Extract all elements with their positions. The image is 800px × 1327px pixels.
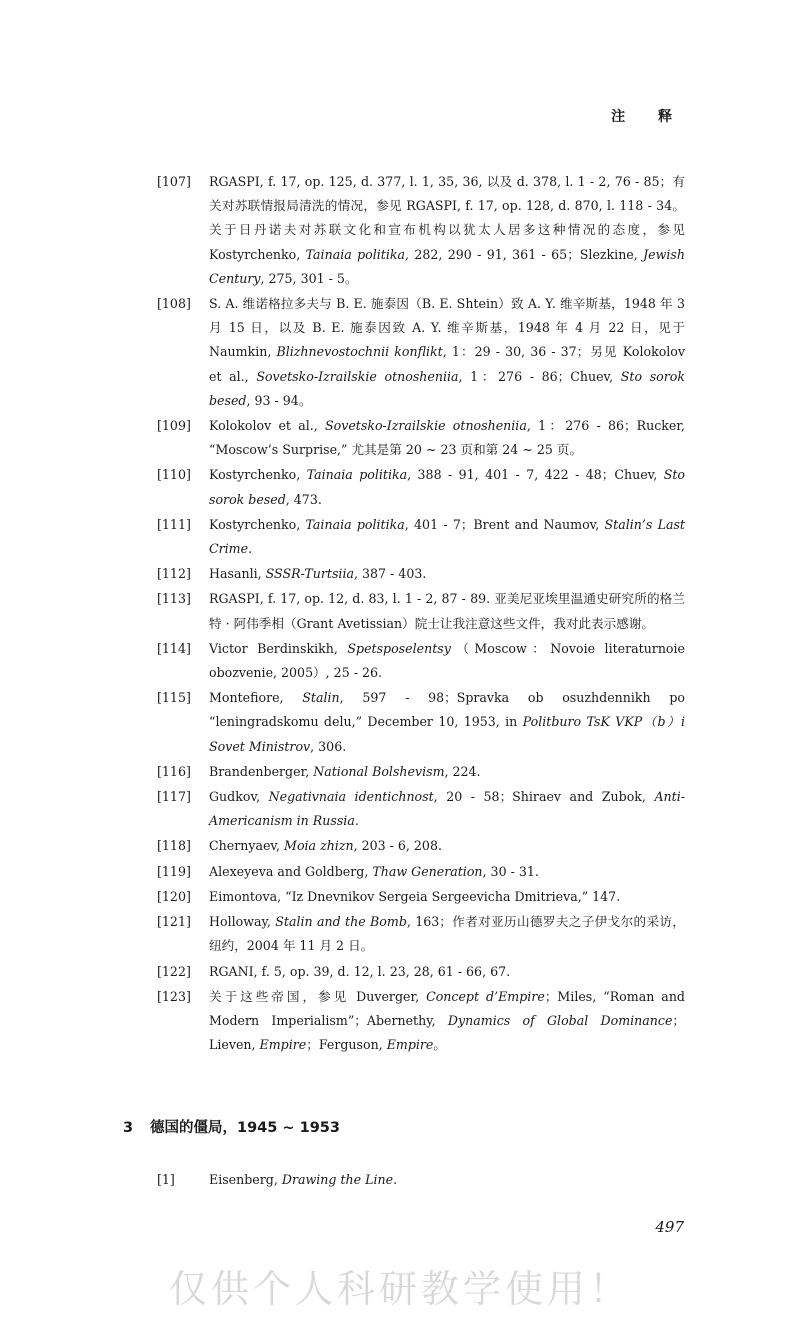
note-text: Victor Berdinskikh, Spetsposelentsy（Moscow：Novoie literaturnoie obozvenie, 2005）, 25 - 26. [209, 640, 685, 681]
note-text: Alexeyeva and Goldberg, Thaw Generation, 30 - 31. [209, 863, 539, 879]
note-text: Hasanli, SSSR-Turtsiia, 387 - 403. [209, 566, 427, 582]
note-number: [122] [157, 963, 191, 979]
note-item [157, 1168, 685, 1192]
note-number: [121] [157, 914, 191, 930]
running-header: 注 释 [611, 109, 686, 125]
note-number: [110] [157, 467, 191, 483]
note-number: [115] [157, 690, 191, 706]
note-text: Chernyaev, Moia zhizn, 203 - 6, 208. [209, 838, 442, 854]
note-number: [119] [157, 863, 191, 879]
section-notes-list [157, 1168, 685, 1193]
note-item [157, 910, 685, 958]
note-text: Kostyrchenko, Tainaia politika, 401 - 7；Brent and Naumov, Stalin’s Last Crime. [209, 516, 685, 557]
note-number: [113] [157, 591, 191, 607]
note-item [157, 985, 685, 1058]
note-text: RGANI, f. 5, op. 39, d. 12, l. 23, 28, 61 - 66, 67. [209, 963, 511, 979]
note-text: Eimontova, “Iz Dnevnikov Sergeia Sergeevicha Dmitrieva,” 147. [209, 888, 621, 904]
note-item [157, 885, 685, 909]
note-text: Montefiore, Stalin, 597 - 98；Spravka ob osuzhdennikh po “leningradskomu delu,” December 10, 1953, in Politburo TsK VKP（b）i Sovet Ministrov, 306. [209, 690, 685, 754]
note-item [157, 686, 685, 759]
note-item [157, 834, 685, 858]
note-number: [109] [157, 418, 191, 434]
section-heading [123, 1116, 340, 1137]
note-text: S. A. 维诺格拉多夫与 B. E. 施泰因（B. E. Shtein）致 A. Y. 维辛斯基，1948 年 3 月 15 日，以及 B. E. 施泰因致 A. Y. 维辛斯基，1948 年 4 月 22 日，见于 Naumkin, Blizhnevostochnii konflikt, 1：29 - 30, 36 - 37；另见 Kolokolov et al., Sovetsko-Izrailskie otnosheniia, 1：276 - 86；Chuev, Sto sorok besed, 93 - 94。 [209, 296, 686, 408]
note-number: [108] [157, 296, 191, 312]
note-text: Eisenberg, Drawing the Line. [209, 1172, 398, 1187]
note-number: [111] [157, 516, 191, 532]
note-item [157, 414, 685, 462]
note-item [157, 463, 685, 511]
section-title: 德国的僵局，1945 ~ 1953 [150, 1120, 340, 1136]
note-number: [116] [157, 763, 191, 779]
note-text: Brandenberger, National Bolshevism, 224. [209, 763, 481, 779]
note-item [157, 785, 685, 833]
section-number: 3 [123, 1120, 134, 1136]
notes-list [157, 170, 685, 1058]
note-item [157, 960, 685, 984]
note-text: Kostyrchenko, Tainaia politika, 388 - 91, 401 - 7, 422 - 48；Chuev, Sto sorok besed, 473. [209, 467, 685, 507]
note-text: Kolokolov et al., Sovetsko-Izrailskie otnosheniia, 1：276 - 86；Rucker, “Moscow’s Surprise,” 尤其是第 20 ~ 23 页和第 24 ~ 25 页。 [209, 418, 685, 458]
note-number: [120] [157, 888, 191, 904]
note-number: [118] [157, 838, 191, 854]
note-item [157, 587, 685, 635]
note-number: [117] [157, 789, 191, 805]
note-text: Gudkov, Negativnaia identichnost, 20 - 58；Shiraev and Zubok, Anti-Americanism in Russia. [209, 789, 686, 829]
note-text: Holloway, Stalin and the Bomb, 163；作者对亚历山德罗夫之子伊戈尔的采访，纽约，2004 年 11 月 2 日。 [209, 914, 685, 954]
note-text: RGASPI, f. 17, op. 12, d. 83, l. 1 - 2, 87 - 89. 亚美尼亚埃里温通史研究所的格兰特 · 阿伟季相（Grant Avetissian）院士让我注意这些文件，我对此表示感谢。 [209, 591, 685, 631]
note-item [157, 760, 685, 784]
note-number: [107] [157, 174, 191, 189]
note-number: [123] [157, 988, 191, 1004]
note-item [157, 562, 685, 586]
watermark: 仅供个人科研教学使用！ [168, 1267, 631, 1311]
note-item [157, 860, 685, 884]
note-item [157, 513, 685, 561]
note-item [157, 170, 685, 291]
note-item [157, 292, 685, 413]
note-number: [112] [157, 566, 191, 582]
page-number: 497 [655, 1218, 684, 1236]
note-item [157, 637, 685, 685]
note-text: RGASPI, f. 17, op. 125, d. 377, l. 1, 35, 36, 以及 d. 378, l. 1 - 2, 76 - 85；有关对苏联情报局清洗的情况，参见 RGASPI, f. 17, op. 128, d. 870, l. 118 - 34。关于日丹诺夫对苏联文化和宣布机构以犹太人居多这种情况的态度，参见 Kostyrchenko, Tainaia politika, 282, 290 - 91, 361 - 65；Slezkine, Jewish Century, 275, 301 - 5。 [209, 174, 686, 286]
note-text: 关于这些帝国，参见 Duverger, Concept d’Empire；Miles, “Roman and Modern Imperialism”；Abernethy, Dynamics of Global Dominance；Lieven, Empire；Ferguson, Empire。 [209, 988, 685, 1053]
note-number: [1] [157, 1172, 175, 1187]
note-number: [114] [157, 640, 191, 656]
